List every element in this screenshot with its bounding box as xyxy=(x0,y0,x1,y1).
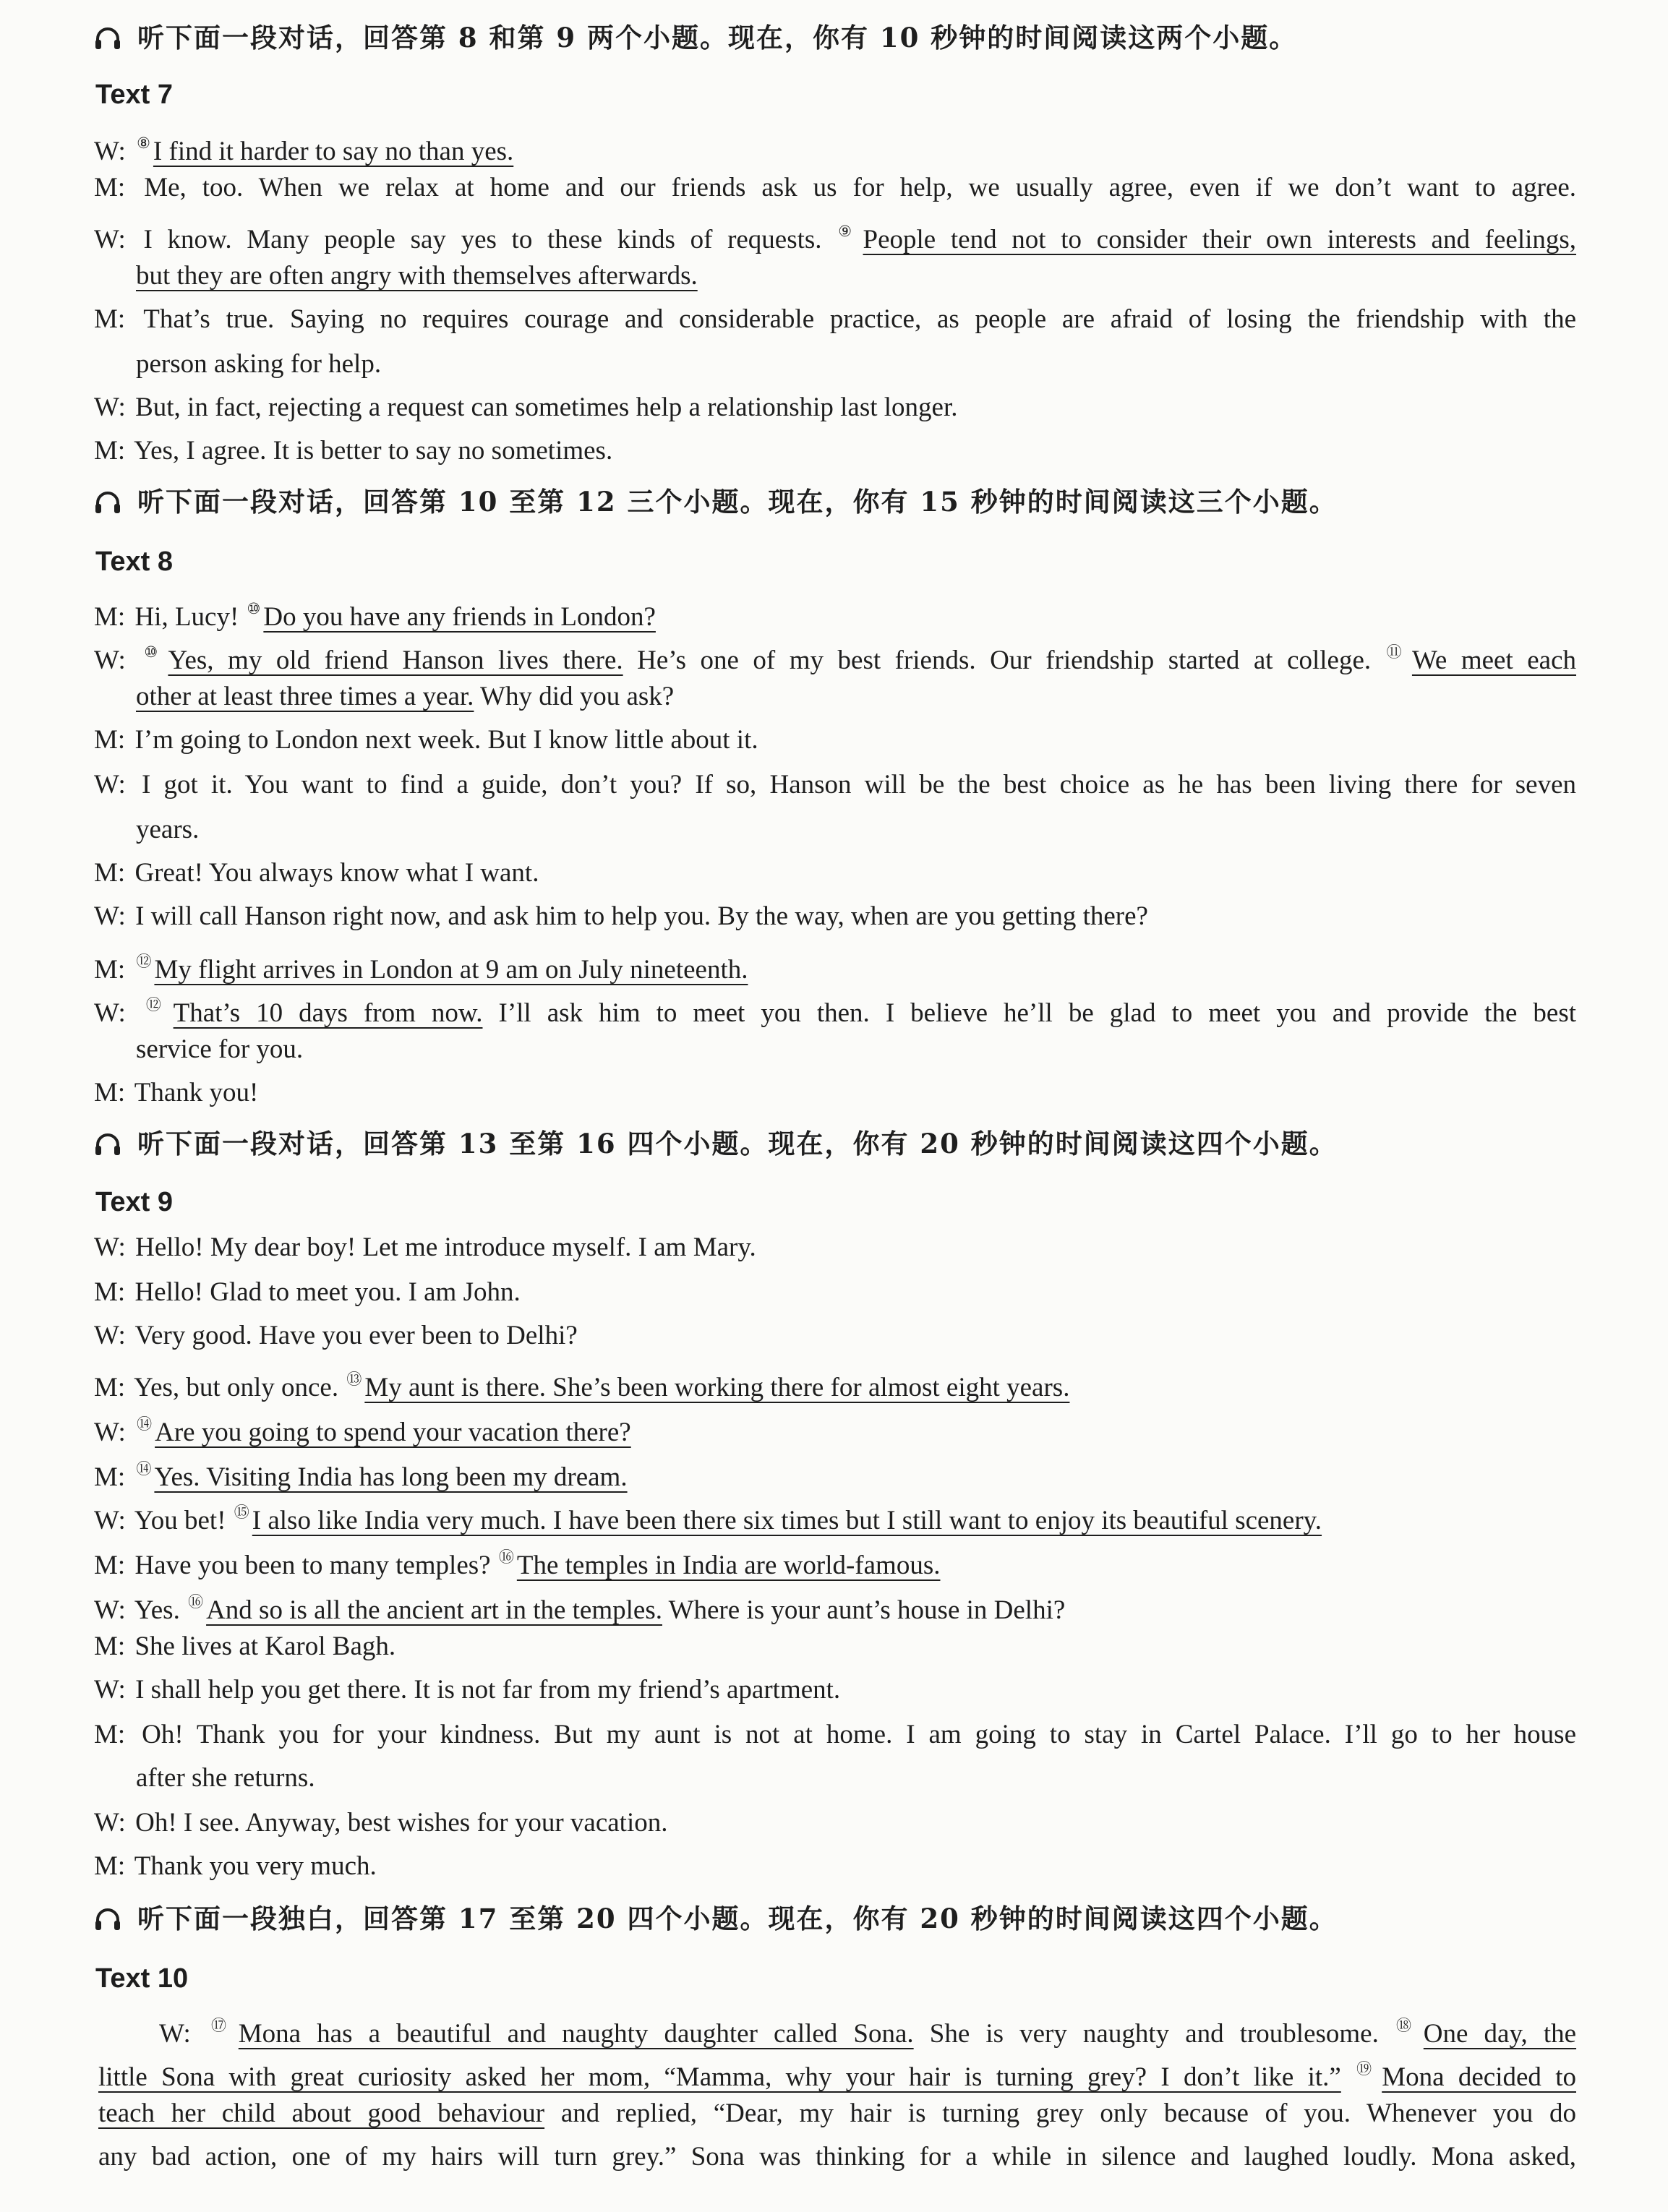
dialogue-line: W: I got it. You want to find a guide, don’t you? If so, Hanson will be the best choice as he has been living there for seven xyxy=(94,770,1577,800)
dialogue-line: W: Oh! I see. Anyway, best wishes for your vacation. xyxy=(94,1808,668,1838)
text-9-title: Text 9 xyxy=(95,1187,174,1217)
dialogue-line: W: I know. Many people say yes to these kinds of requests. ⑨ People tend not to consider their own interests and feelings, xyxy=(94,223,1577,254)
underlined-answer: The temples in India are world-famous. xyxy=(516,1551,941,1580)
underlined-answer: but they are often angry with themselves afterwards. xyxy=(136,261,698,291)
question-marker: ⑭ xyxy=(136,1460,152,1478)
dialogue-line: W: ⑫ That’s 10 days from now. I’ll ask him to meet you then. I believe he’ll be glad to meet you and provide the best xyxy=(94,996,1576,1028)
question-marker: ⑮ xyxy=(234,1504,249,1521)
underlined-answer: I find it harder to say no than yes. xyxy=(153,137,514,166)
dialogue-line: M: ⑫ My flight arrives in London at 9 am on July nineteenth. xyxy=(94,953,748,985)
text-7-title: Text 7 xyxy=(95,80,174,110)
dialogue-line: M: Great! You always know what I want. xyxy=(94,858,539,888)
monologue-line: W: ⑰ Mona has a beautiful and naughty daughter called Sona. She is very naughty and troublesome. ⑱ One day, the xyxy=(159,2017,1577,2049)
dialogue-line: W: ⑧ I find it harder to say no than yes. xyxy=(94,134,514,166)
dialogue-line: W: Hello! My dear boy! Let me introduce myself. I am Mary. xyxy=(94,1233,756,1262)
underlined-answer: We meet each xyxy=(1411,646,1577,675)
headphones-icon xyxy=(94,1908,121,1931)
underlined-answer: Mona has a beautiful and naughty daughter called Sona. xyxy=(238,2019,914,2049)
question-marker: ⑰ xyxy=(210,2017,236,2034)
dialogue-line: M: Yes, but only once. ⑬ My aunt is there. She’s been working there for almost eight years. xyxy=(94,1371,1070,1402)
dialogue-line: M: Oh! Thank you for your kindness. But my aunt is not at home. I am going to stay in Cartel Palace. I’ll go to her house xyxy=(94,1720,1576,1749)
headphones-icon xyxy=(94,1133,121,1156)
question-marker: ⑯ xyxy=(188,1593,204,1611)
dialogue-line: M: That’s true. Saying no requires courage and considerable practice, as people are afraid of losing the friendship with the xyxy=(94,304,1576,334)
dialogue-line: W: I shall help you get there. It is not far from my friend’s apartment. xyxy=(94,1675,841,1705)
dialogue-line: W: Yes. ⑯ And so is all the ancient art in the temples. Where is your aunt’s house in Delhi? xyxy=(94,1593,1066,1625)
dialogue-line: M: Thank you! xyxy=(94,1078,259,1107)
dialogue-line: service for you. xyxy=(136,1034,304,1064)
underlined-answer: Yes. Visiting India has long been my dream. xyxy=(154,1462,628,1492)
underlined-answer: Mona decided to xyxy=(1382,2062,1577,2092)
question-marker: ⑨ xyxy=(838,223,860,240)
question-marker: ⑬ xyxy=(346,1371,362,1388)
question-marker: ⑩ xyxy=(144,643,166,661)
underlined-answer: Yes, my old friend Hanson lives there. xyxy=(168,646,623,675)
question-marker: ⑯ xyxy=(498,1548,514,1566)
dialogue-line: M: Hello! Glad to meet you. I am John. xyxy=(94,1277,521,1307)
dialogue-line: M: Hi, Lucy! ⑩ Do you have any friends in London? xyxy=(94,600,656,632)
dialogue-line: W: I will call Hanson right now, and ask him to help you. By the way, when are you getting there? xyxy=(94,901,1148,931)
question-marker: ⑧ xyxy=(137,134,150,152)
dialogue-line: W: You bet! ⑮ I also like India very much. I have been there six times but I still want to enjoy its beautiful scenery. xyxy=(94,1504,1322,1535)
text-10-title: Text 10 xyxy=(95,1963,189,1994)
dialogue-line: other at least three times a year. Why did you ask? xyxy=(136,682,675,711)
question-marker: ⑫ xyxy=(145,996,171,1013)
dialogue-line: W: ⑭ Are you going to spend your vacation there? xyxy=(94,1415,631,1447)
underlined-answer: Are you going to spend your vacation there? xyxy=(155,1418,631,1447)
underlined-answer: I also like India very much. I have been there six times but I still want to enjoy its beautiful scenery. xyxy=(252,1506,1322,1535)
dialogue-line: M: ⑭ Yes. Visiting India has long been my dream. xyxy=(94,1460,628,1492)
underlined-answer: little Sona with great curiosity asked her mom, “Mamma, why your hair is turning grey? I don’t like it.” xyxy=(98,2062,1341,2092)
question-marker: ⑪ xyxy=(1386,643,1409,661)
dialogue-line: after she returns. xyxy=(136,1763,315,1793)
dialogue-line: W: But, in fact, rejecting a request can sometimes help a relationship last longer. xyxy=(94,393,958,422)
question-marker: ⑲ xyxy=(1356,2060,1380,2078)
text-8-title: Text 8 xyxy=(95,546,174,577)
monologue-line xyxy=(98,2053,1576,2093)
headphones-icon xyxy=(94,27,121,50)
dialogue-line: years. xyxy=(136,815,200,844)
underlined-answer: That’s 10 days from now. xyxy=(173,998,483,1028)
dialogue-line: M: Have you been to many temples? ⑯ The temples in India are world-famous. xyxy=(94,1548,941,1580)
underlined-answer: other at least three times a year. xyxy=(136,682,474,711)
dialogue-line: M: I’m going to London next week. But I know little about it. xyxy=(94,725,758,755)
monologue-line: any bad action, one of my hairs will turn grey.” Sona was thinking for a while in silence and laughed loudly. Mona asked, xyxy=(98,2142,1576,2172)
dialogue-line: M: Me, too. When we relax at home and our friends ask us for help, we usually agree, even if we don’t want to agree. xyxy=(94,173,1577,202)
dialogue-line: M: Yes, I agree. It is better to say no sometimes. xyxy=(94,436,613,466)
dialogue-line: M: Thank you very much. xyxy=(94,1851,377,1881)
dialogue-line: W: Very good. Have you ever been to Delhi? xyxy=(94,1321,578,1350)
underlined-answer: My aunt is there. She’s been working there for almost eight years. xyxy=(364,1373,1070,1402)
underlined-answer: One day, the xyxy=(1423,2019,1577,2049)
dialogue-line: M: She lives at Karol Bagh. xyxy=(94,1632,396,1661)
instruction-text8: 听下面一段对话，回答第 10 至第 12 三个小题。现在，你有 15 秒钟的时间阅读这三个小题。 xyxy=(94,486,1576,518)
dialogue-line: W: ⑩ Yes, my old friend Hanson lives there. He’s one of my best friends. Our friendship started at college. ⑪ We meet each xyxy=(94,643,1577,675)
monologue-line: teach her child about good behaviour and replied, “Dear, my hair is turning grey only because of you. Whenever you do xyxy=(98,2099,1577,2128)
instruction-text7: 听下面一段对话，回答第 8 和第 9 两个小题。现在，你有 10 秒钟的时间阅读这两个小题。 xyxy=(94,22,1576,53)
instruction-text9: 听下面一段对话，回答第 13 至第 16 四个小题。现在，你有 20 秒钟的时间阅读这四个小题。 xyxy=(94,1128,1576,1159)
underlined-answer: teach her child about good behaviour xyxy=(98,2099,545,2128)
underlined-answer: People tend not to consider their own interests and feelings, xyxy=(863,225,1577,254)
instruction-text10: 听下面一段独白，回答第 17 至第 20 四个小题。现在，你有 20 秒钟的时间阅读这四个小题。 xyxy=(94,1903,1576,1934)
dialogue-line xyxy=(94,260,1618,292)
question-marker: ⑩ xyxy=(247,600,261,617)
question-marker: ⑱ xyxy=(1395,2017,1421,2034)
dialogue-line: person asking for help. xyxy=(136,349,382,379)
question-marker: ⑫ xyxy=(136,953,152,970)
underlined-answer: My flight arrives in London at 9 am on July nineteenth. xyxy=(154,955,748,985)
underlined-answer: And so is all the ancient art in the temples. xyxy=(206,1595,662,1625)
underlined-answer: Do you have any friends in London? xyxy=(263,602,656,632)
headphones-icon xyxy=(94,491,121,514)
question-marker: ⑭ xyxy=(137,1415,153,1433)
